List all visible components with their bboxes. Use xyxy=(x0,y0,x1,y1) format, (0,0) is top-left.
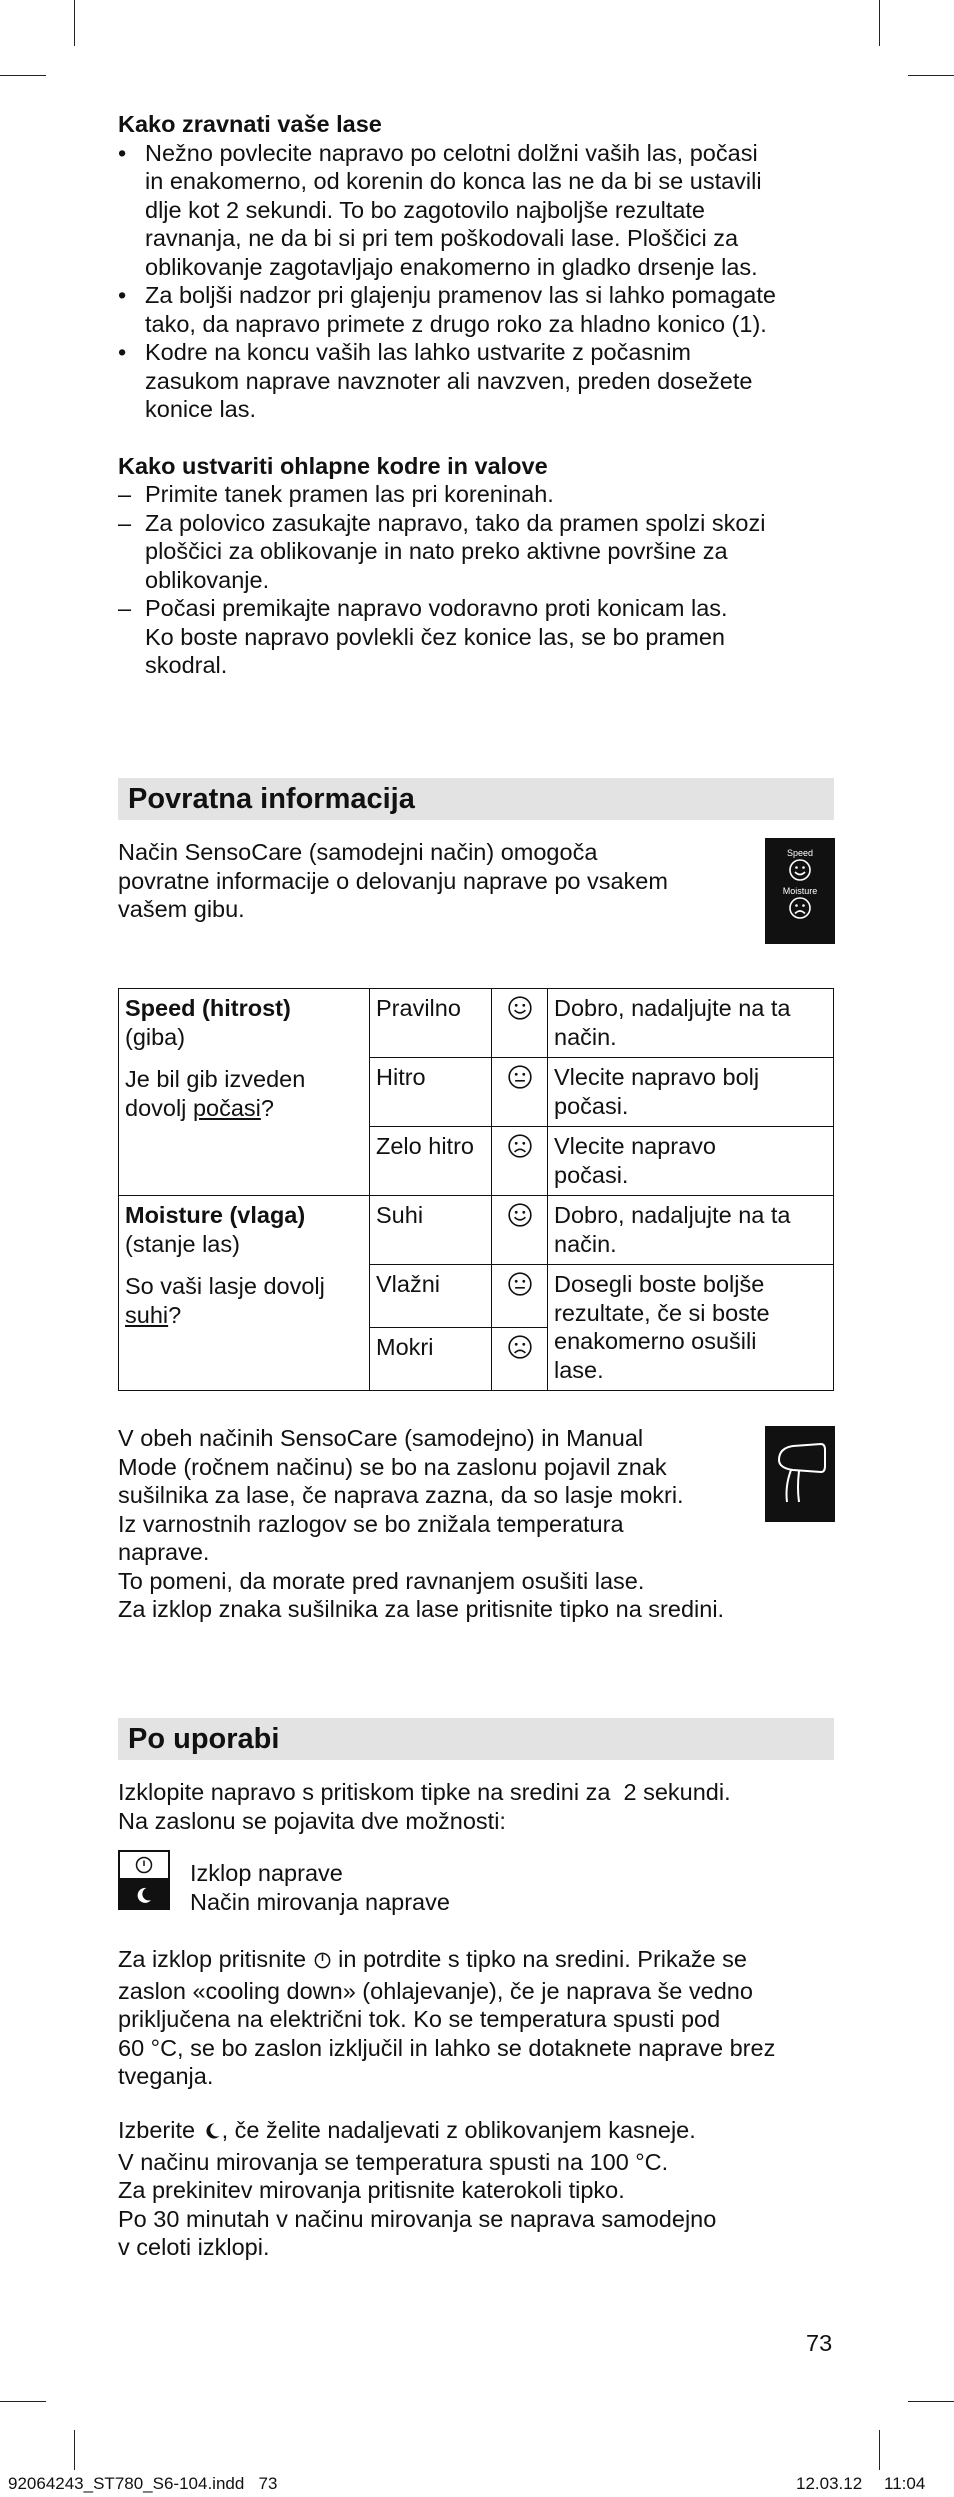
curls-heading: Kako ustvariti ohlapne kodre in valove xyxy=(118,452,548,479)
dash-item xyxy=(118,594,838,680)
text-line: povratne informacije o delovanju naprave po vsakem xyxy=(118,867,668,894)
moon-icon xyxy=(202,2119,222,2148)
state-cell: Pravilno xyxy=(370,989,492,1058)
text-line: Dosegli boste boljše xyxy=(554,1271,765,1297)
text-line: konice las. xyxy=(145,396,257,422)
sensocare-display-image xyxy=(765,838,835,944)
text-line: Za izklop znaka sušilnika za lase pritisnite tipko na sredini. xyxy=(118,1596,725,1622)
speed-label: Speed (hitrost) xyxy=(125,995,291,1021)
sad-face-icon xyxy=(492,1127,548,1196)
hairdryer-icon xyxy=(765,1426,835,1522)
text-line: Dobro, nadaljujte na ta xyxy=(554,995,791,1021)
crop-mark xyxy=(879,0,880,46)
speed-question-end: ? xyxy=(260,1094,274,1121)
text-line: Vlecite napravo xyxy=(554,1133,716,1159)
crop-mark xyxy=(908,75,954,76)
dash-item xyxy=(118,509,838,595)
text-line: Vlecite napravo bolj xyxy=(554,1064,760,1090)
text-line: počasi. xyxy=(554,1092,629,1119)
text-line: Mode (ročnem načinu) se bo na zaslonu pojavil znak xyxy=(118,1453,667,1480)
text-line: oblikovanje. xyxy=(145,566,270,593)
text-part: Za izklop pritisnite xyxy=(118,1946,313,1972)
text-line: način. xyxy=(554,1230,617,1257)
text-line: Na zaslonu se pojavita dve možnosti: xyxy=(118,1807,506,1834)
advice-cell xyxy=(548,989,834,1058)
neutral-face-icon xyxy=(492,1058,548,1127)
text-line: dlje kot 2 sekundi. To bo zagotovilo najboljše rezultate xyxy=(145,196,706,223)
state-cell: Suhi xyxy=(370,1196,492,1265)
display-moisture-label: Moisture xyxy=(782,886,818,896)
happy-face-icon xyxy=(765,858,835,882)
after-use-title-band xyxy=(118,1718,834,1760)
hairdryer-note xyxy=(118,1424,758,1624)
text-line: ravnanja, ne da bi si pri tem poškodovali lase. Ploščici za xyxy=(145,225,739,251)
text-line: rezultate, če si boste xyxy=(554,1299,770,1326)
speed-question-emphasis: počasi xyxy=(192,1094,261,1121)
crop-mark xyxy=(0,75,46,76)
text-line: Izklopite napravo s pritiskom tipke na sredini za 2 sekundi. xyxy=(118,1779,731,1805)
text-line: V načinu mirovanja se temperatura spusti na 100 °C. xyxy=(118,2148,669,2175)
feedback-table xyxy=(118,988,834,1391)
text-line: v celoti izklopi. xyxy=(118,2234,270,2260)
moisture-cell xyxy=(119,1196,370,1391)
text-line: Počasi premikajte napravo vodoravno proti konicam las. xyxy=(145,595,728,621)
text-line: Za boljši nadzor pri glajenju pramenov las si lahko pomagate xyxy=(145,282,776,308)
table-row xyxy=(119,989,834,1058)
feedback-intro xyxy=(118,838,748,924)
sad-face-icon xyxy=(765,896,835,920)
display-options-image xyxy=(118,1850,170,1910)
text-line: Dobro, nadaljujte na ta xyxy=(554,1202,791,1228)
advice-cell xyxy=(548,1265,834,1391)
text-line: skodral. xyxy=(145,652,228,678)
state-cell: Vlažni xyxy=(370,1265,492,1328)
dash-mark: – xyxy=(118,509,132,536)
after-use-title: Po uporabi xyxy=(128,1723,280,1755)
text-line: in enakomerno, od korenin do konca las ne da bi se ustavili xyxy=(145,168,762,194)
option-power-off: Izklop naprave xyxy=(190,1860,343,1886)
text-line: počasi. xyxy=(554,1161,629,1188)
dash-mark: – xyxy=(118,595,132,621)
bullet-mark: • xyxy=(118,339,127,365)
straightening-instructions xyxy=(118,110,838,680)
advice-cell xyxy=(548,1127,834,1196)
text-line: vašem gibu. xyxy=(118,896,245,922)
text-line: tveganja. xyxy=(118,2063,214,2089)
bullet-item xyxy=(118,281,838,338)
footer-date: 12.03.12 xyxy=(796,2474,863,2493)
power-icon xyxy=(313,1948,332,1977)
text-line: Način SensoCare (samodejni način) omogoča xyxy=(118,839,598,865)
state-cell: Hitro xyxy=(370,1058,492,1127)
text-line: Iz varnostnih razlogov se bo znižala temperatura xyxy=(118,1510,624,1537)
power-icon xyxy=(118,1850,170,1880)
moisture-sub: (stanje las) xyxy=(125,1230,240,1257)
option-standby: Način mirovanja naprave xyxy=(190,1889,450,1915)
crop-mark xyxy=(879,2430,880,2470)
text-part: in potrdite s tipko na sredini. Prikaže se xyxy=(331,1946,747,1972)
bullet-mark: • xyxy=(118,282,127,308)
dash-item xyxy=(118,480,838,509)
text-line: Ko boste napravo povlekli čez konice las, se bo pramen xyxy=(145,623,725,650)
text-line: Primite tanek pramen las pri koreninah. xyxy=(145,481,554,507)
advice-cell xyxy=(548,1058,834,1127)
text-line: zaslon «cooling down» (ohlajevanje), če je naprava še vedno xyxy=(118,1977,753,2004)
text-line: priključena na električni tok. Ko se temperatura spusti pod xyxy=(118,2006,721,2032)
text-line: Po 30 minutah v načinu mirovanja se naprava samodejno xyxy=(118,2205,717,2232)
text-line: To pomeni, da morate pred ravnanjem osušiti lase. xyxy=(118,1567,645,1594)
state-cell: Mokri xyxy=(370,1328,492,1391)
neutral-face-icon xyxy=(492,1265,548,1328)
crop-mark xyxy=(74,0,75,46)
speed-question-part: dovolj xyxy=(125,1094,193,1121)
sad-face-icon xyxy=(492,1328,548,1391)
feedback-title: Povratna informacija xyxy=(128,783,415,815)
moisture-question: So vaši lasje dovolj xyxy=(125,1273,325,1299)
page-number: 73 xyxy=(806,2330,833,2356)
text-line: enakomerno osušili xyxy=(554,1328,757,1354)
crop-mark xyxy=(908,2401,954,2402)
happy-face-icon xyxy=(492,1196,548,1265)
text-line: Kodre na koncu vaših las lahko ustvarite z počasnim xyxy=(145,339,692,365)
straighten-heading: Kako zravnati vaše lase xyxy=(118,111,382,137)
speed-cell xyxy=(119,989,370,1196)
text-part: , če želite nadaljevati z oblikovanjem kasneje. xyxy=(221,2117,696,2143)
after-use-intro xyxy=(118,1778,834,1835)
text-line: naprave. xyxy=(118,1539,210,1565)
footer-time: 11:04 xyxy=(884,2474,926,2493)
moon-icon xyxy=(118,1880,170,1910)
text-line: 60 °C, se bo zaslon izključil in lahko se dotaknete naprave brez xyxy=(118,2034,776,2061)
feedback-title-band xyxy=(118,778,834,820)
advice-cell xyxy=(548,1196,834,1265)
moisture-question-emphasis: suhi xyxy=(125,1301,169,1328)
text-line: način. xyxy=(554,1023,617,1050)
text-line: V obeh načinih SensoCare (samodejno) in Manual xyxy=(118,1425,644,1451)
table-row xyxy=(119,1196,834,1265)
text-line: zasukom naprave navznoter ali navzven, preden dosežete xyxy=(145,367,753,394)
text-line: Nežno povlecite napravo po celotni dolžni vaših las, počasi xyxy=(145,139,758,166)
display-speed-label: Speed xyxy=(786,848,814,858)
state-cell: Zelo hitro xyxy=(370,1127,492,1196)
text-line: ploščici za oblikovanje in nato preko aktivne površine za xyxy=(145,538,728,564)
crop-mark xyxy=(74,2430,75,2470)
text-line: tako, da napravo primete z drugo roko za hladno konico (1). xyxy=(145,310,767,337)
power-off-paragraph xyxy=(118,1945,834,2091)
standby-paragraph xyxy=(118,2116,834,2262)
bullet-item xyxy=(118,338,838,424)
dash-mark: – xyxy=(118,481,132,507)
footer-file: 92064243_ST780_S6-104.indd 73 xyxy=(8,2474,278,2493)
crop-mark xyxy=(0,2401,46,2402)
speed-sub: (giba) xyxy=(125,1023,186,1050)
moisture-question-end: ? xyxy=(168,1301,182,1328)
bullet-mark: • xyxy=(118,139,127,166)
text-line: Za prekinitev mirovanja pritisnite katerokoli tipko. xyxy=(118,2177,625,2203)
happy-face-icon xyxy=(492,989,548,1058)
text-line: oblikovanje zagotavljajo enakomerno in gladko drsenje las. xyxy=(145,253,758,280)
speed-question: Je bil gib izveden xyxy=(125,1066,306,1092)
text-part: Izberite xyxy=(118,2117,202,2143)
text-line: lase. xyxy=(554,1356,604,1383)
text-line: Za polovico zasukajte napravo, tako da pramen spolzi skozi xyxy=(145,509,766,536)
moisture-label: Moisture (vlaga) xyxy=(125,1202,306,1228)
bullet-item xyxy=(118,139,838,282)
text-line: sušilnika za lase, če naprava zazna, da so lasje mokri. xyxy=(118,1482,684,1508)
